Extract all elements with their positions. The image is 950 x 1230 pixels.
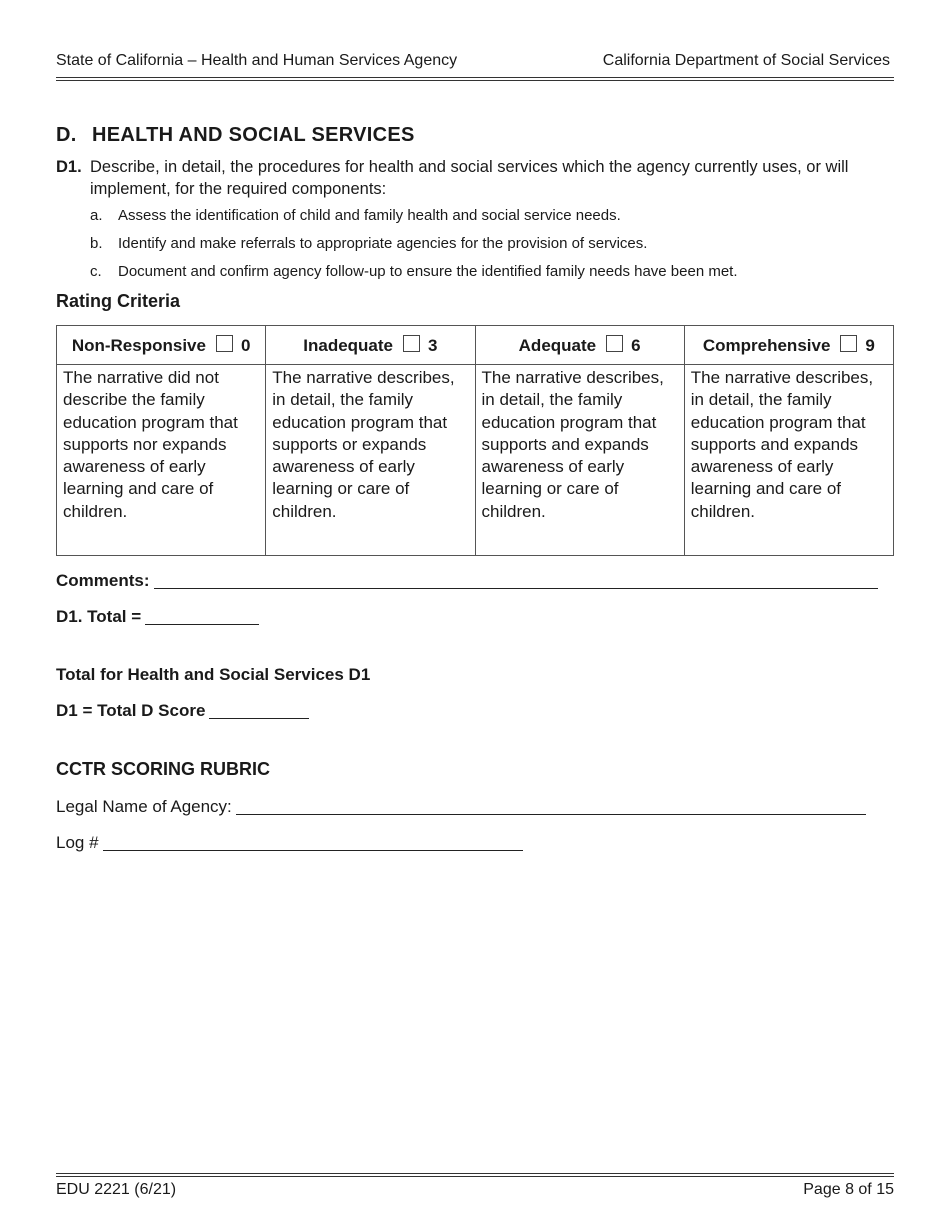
d1-total-label: D1. Total = bbox=[56, 607, 142, 626]
comprehensive-description: The narrative describes, in detail, the family education program that supports and expands awareness of early learning and care of children. bbox=[684, 365, 893, 556]
rating-description-row bbox=[57, 365, 894, 556]
d1-item-b bbox=[90, 235, 647, 252]
rubric-title: CCTR SCORING RUBRIC bbox=[56, 759, 270, 779]
legal-name-input[interactable] bbox=[236, 797, 866, 815]
rating-table bbox=[56, 325, 894, 556]
non-responsive-checkbox[interactable] bbox=[216, 335, 233, 352]
inadequate-checkbox[interactable] bbox=[403, 335, 420, 352]
d1-total-input[interactable] bbox=[145, 607, 259, 625]
header-department: California Department of Social Services bbox=[602, 52, 890, 69]
col-label: Comprehensive bbox=[702, 335, 831, 355]
d1-total-row bbox=[56, 607, 259, 627]
header-rule-top bbox=[56, 77, 894, 78]
comprehensive-checkbox[interactable] bbox=[840, 335, 857, 352]
d-score-label: D1 = Total D Score bbox=[56, 701, 206, 720]
col-inadequate bbox=[266, 326, 475, 365]
rating-header-row bbox=[57, 326, 894, 365]
d1-question bbox=[56, 156, 901, 200]
d1-item-a bbox=[90, 207, 621, 224]
col-score: 6 bbox=[631, 335, 641, 355]
inadequate-description: The narrative describes, in detail, the family education program that supports or expands awareness of early learning or care of children. bbox=[266, 365, 475, 556]
col-adequate bbox=[475, 326, 684, 365]
item-letter: a. bbox=[90, 207, 103, 224]
item-letter: b. bbox=[90, 235, 103, 252]
header-rule-bottom bbox=[56, 80, 894, 81]
item-text: Document and confirm agency follow-up to ensure the identified family needs have been met. bbox=[118, 263, 738, 280]
rating-criteria-title: Rating Criteria bbox=[56, 291, 181, 311]
col-score: 3 bbox=[428, 335, 438, 355]
form-number: EDU 2221 (6/21) bbox=[56, 1181, 177, 1198]
col-label: Non-Responsive bbox=[71, 335, 206, 355]
d-score-input[interactable] bbox=[209, 701, 309, 719]
d1-label: D1. bbox=[56, 158, 82, 176]
col-non-responsive bbox=[57, 326, 266, 365]
item-text: Assess the identification of child and family health and social service needs. bbox=[118, 207, 621, 224]
adequate-description: The narrative describes, in detail, the family education program that supports and expands awareness of early learning or care of children. bbox=[475, 365, 684, 556]
footer-rule-bottom bbox=[56, 1176, 894, 1177]
item-letter: c. bbox=[90, 263, 102, 280]
adequate-checkbox[interactable] bbox=[606, 335, 623, 352]
log-input[interactable] bbox=[103, 833, 523, 851]
header-agency: State of California – Health and Human Services Agency bbox=[56, 52, 458, 69]
d-score-row bbox=[56, 701, 309, 721]
comments-row bbox=[56, 571, 878, 591]
log-label: Log # bbox=[56, 833, 99, 852]
log-row bbox=[56, 833, 523, 853]
total-heading: Total for Health and Social Services D1 bbox=[56, 665, 371, 684]
comments-label: Comments: bbox=[56, 571, 150, 590]
legal-name-row bbox=[56, 797, 866, 817]
section-title-text: HEALTH AND SOCIAL SERVICES bbox=[92, 124, 415, 146]
col-comprehensive bbox=[684, 326, 893, 365]
col-label: Inadequate bbox=[303, 335, 394, 355]
non-responsive-description: The narrative did not describe the family education program that supports nor expands awareness of early learning and care of children. bbox=[57, 365, 266, 556]
footer-rule-top bbox=[56, 1173, 894, 1174]
col-score: 9 bbox=[865, 335, 875, 355]
col-score: 0 bbox=[240, 335, 251, 355]
comments-input[interactable] bbox=[154, 571, 878, 589]
page-number: Page 8 of 15 bbox=[803, 1181, 894, 1198]
section-title bbox=[56, 124, 415, 147]
legal-name-label: Legal Name of Agency: bbox=[56, 797, 232, 816]
item-text: Identify and make referrals to appropriate agencies for the provision of services. bbox=[118, 235, 648, 252]
d1-text: Describe, in detail, the procedures for health and social services which the agency currently uses, or will implement, for the required components: bbox=[90, 158, 849, 198]
col-label: Adequate bbox=[518, 335, 597, 355]
d1-item-c bbox=[90, 263, 738, 280]
section-number: D. bbox=[56, 124, 77, 146]
